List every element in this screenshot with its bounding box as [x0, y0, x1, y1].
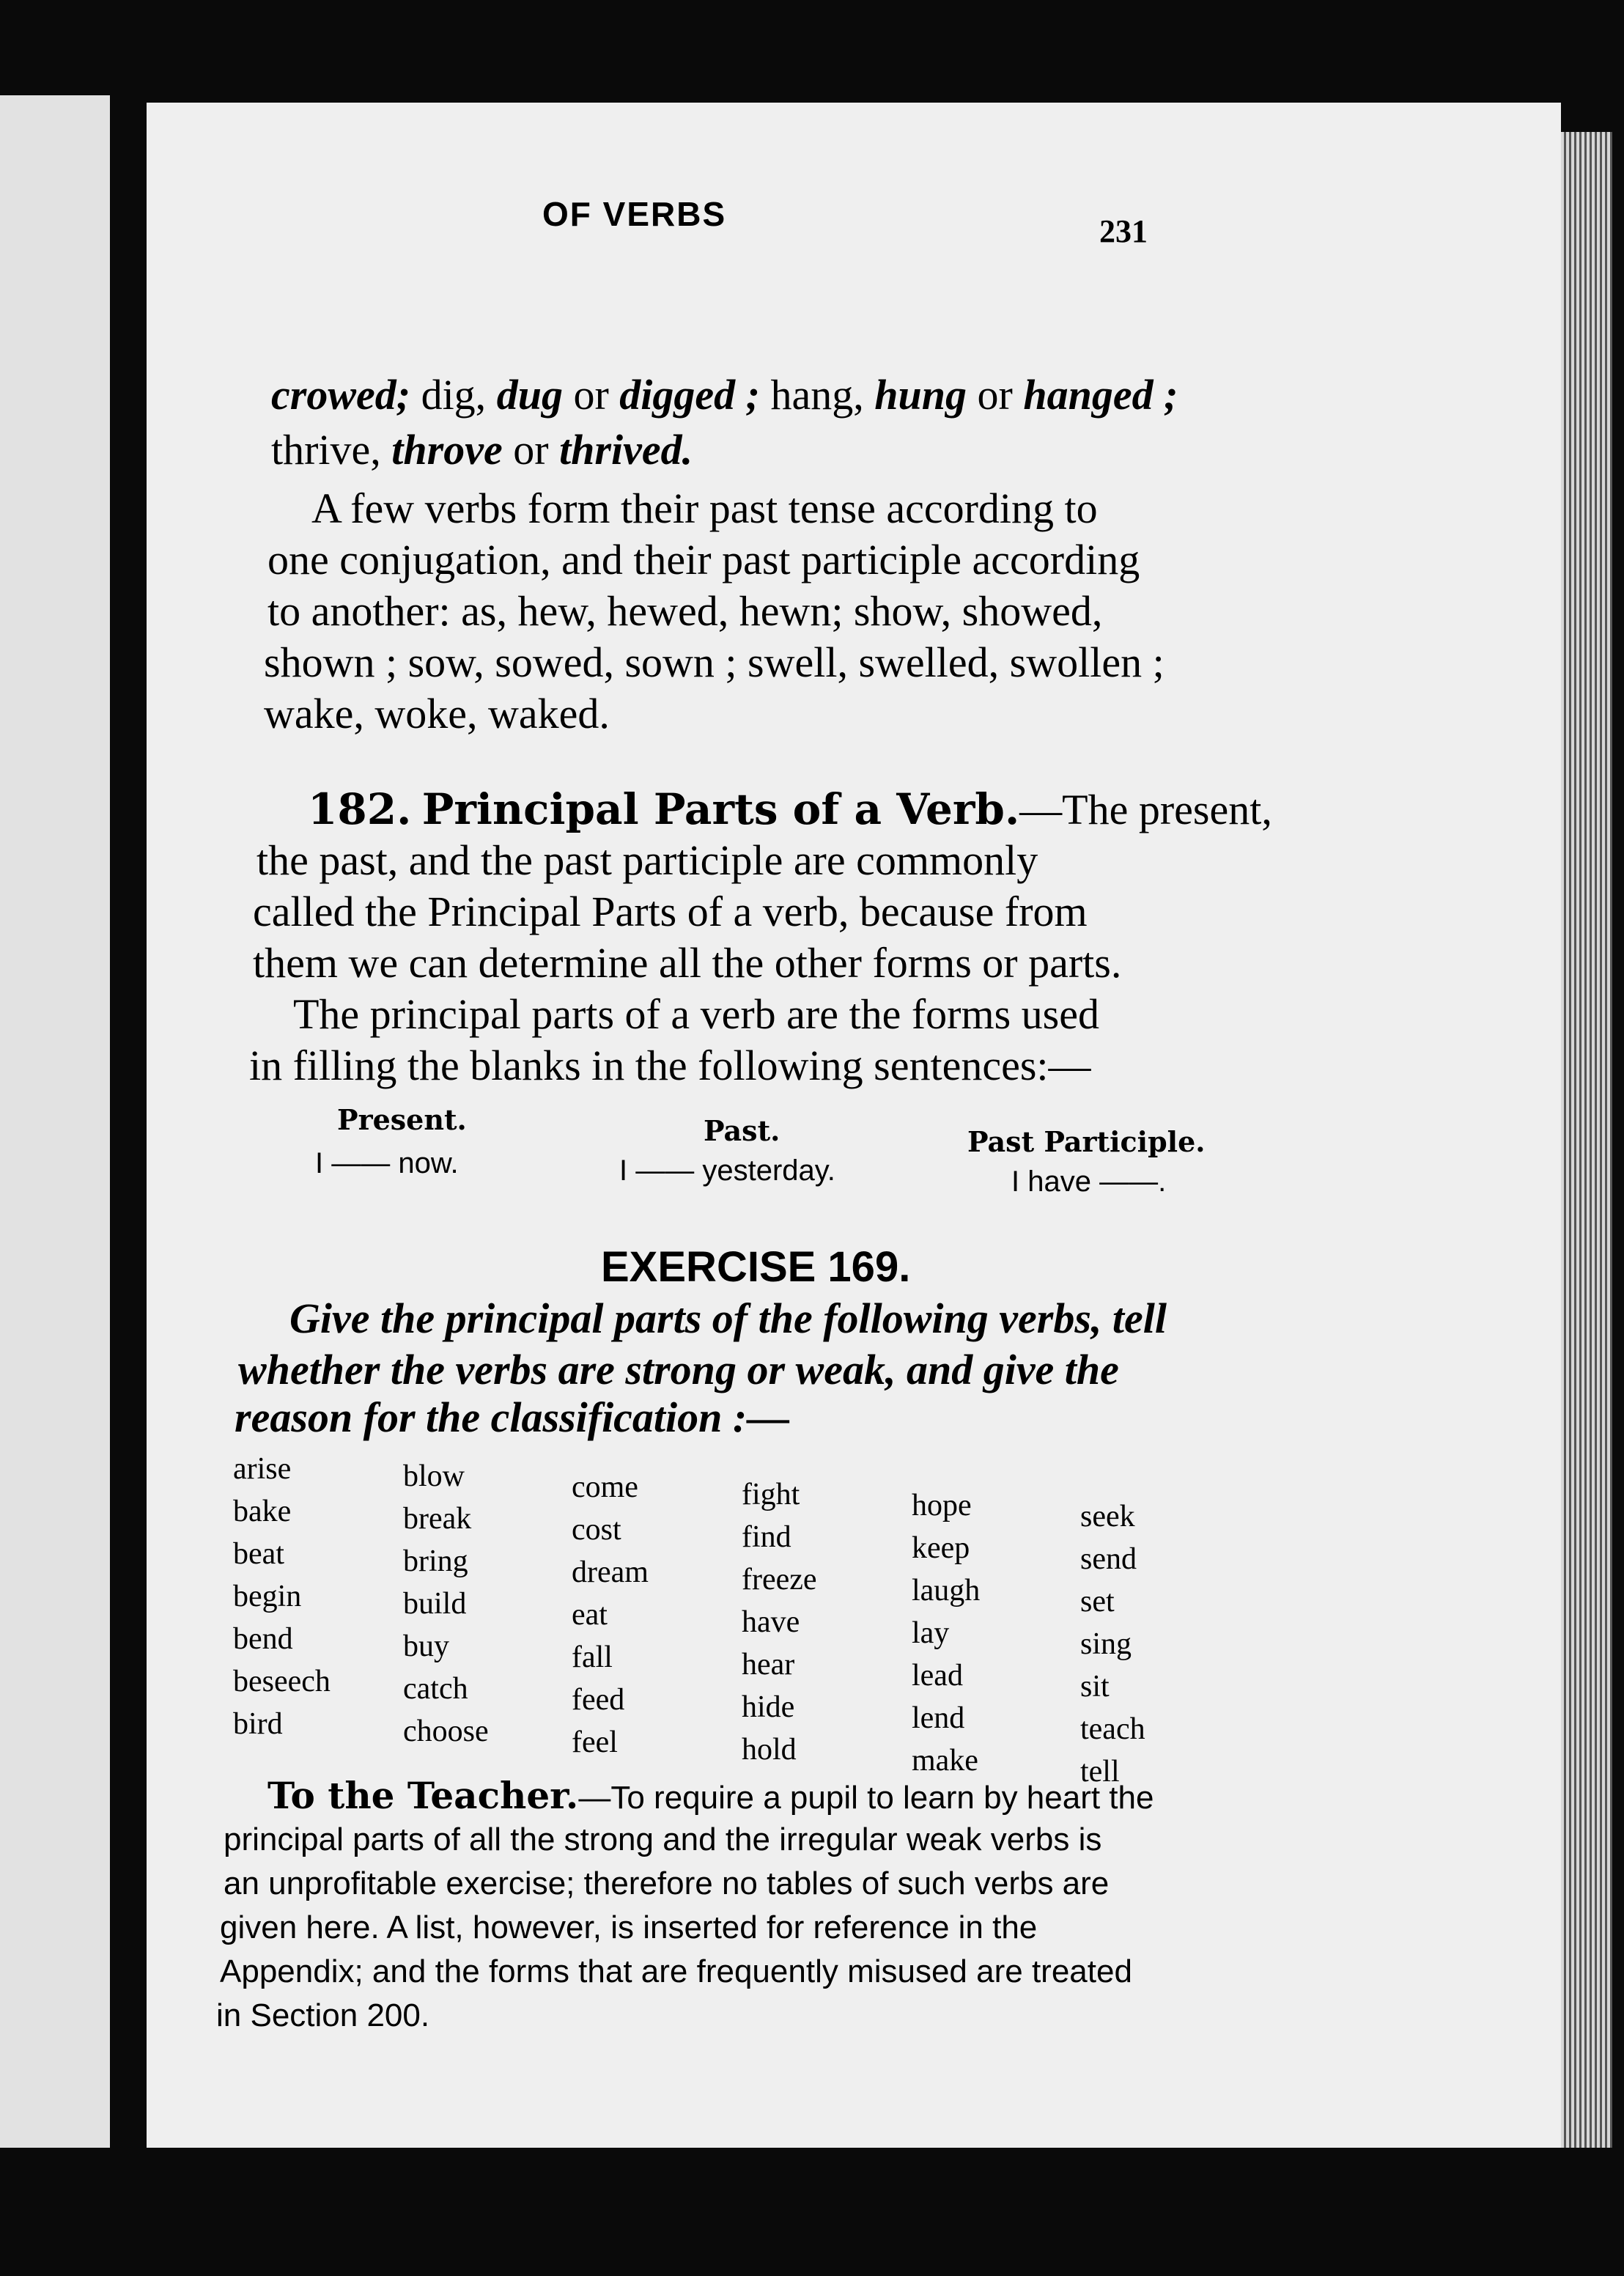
para2-line-2: one conjugation, and their past participle according: [267, 536, 1140, 583]
teacher-note-line-6: in Section 200.: [216, 1997, 430, 2033]
verb-item: bend: [233, 1622, 293, 1656]
section-line-2: the past, and the past participle are commonly: [256, 836, 1038, 884]
text-span: or: [502, 426, 560, 474]
para2-line-3: to another: as, hew, hewed, hewn; show, showed,: [267, 587, 1103, 635]
text-span: or: [966, 371, 1024, 419]
section-line-3: called the Principal Parts of a verb, because from: [253, 888, 1088, 935]
facing-page-edge: [0, 95, 110, 2148]
verb-item: break: [403, 1502, 472, 1536]
verb-item: make: [912, 1744, 978, 1778]
verb-item: find: [742, 1520, 791, 1554]
verb-item: beseech: [233, 1665, 331, 1698]
verb-item: set: [1080, 1585, 1115, 1618]
verb-item: lend: [912, 1701, 965, 1735]
exercise-instruction-3: reason for the classification :—: [235, 1393, 790, 1441]
verb-item: hear: [742, 1648, 795, 1682]
column-text-past: I —— yesterday.: [619, 1154, 835, 1187]
verb-item: lead: [912, 1659, 963, 1693]
para2-line-1: A few verbs form their past tense according to: [311, 485, 1098, 532]
page-number: 231: [1099, 213, 1148, 249]
exercise-instruction-2: whether the verbs are strong or weak, and give the: [238, 1346, 1119, 1393]
text-span: —To require a pupil to learn by heart the: [578, 1780, 1154, 1816]
text-span: dug: [496, 371, 563, 419]
para2-line-5: wake, woke, waked.: [264, 690, 610, 737]
teacher-note-line-3: an unprofitable exercise; therefore no tables of such verbs are: [224, 1866, 1110, 1901]
verb-item: come: [572, 1470, 638, 1504]
verb-item: fight: [742, 1478, 800, 1511]
section-title: Principal Parts of a Verb.: [421, 784, 1020, 834]
verb-item: buy: [403, 1629, 449, 1663]
verb-item: catch: [403, 1672, 468, 1706]
verb-item: build: [403, 1587, 467, 1621]
section-heading-line: [308, 784, 1272, 834]
verb-item: lay: [912, 1616, 950, 1650]
verb-item: tell: [1080, 1755, 1120, 1789]
verb-item: seek: [1080, 1500, 1135, 1533]
text-span: —The present,: [1019, 786, 1272, 833]
verb-item: hold: [742, 1733, 797, 1767]
verb-item: sit: [1080, 1670, 1110, 1704]
verb-item: choose: [403, 1715, 489, 1748]
para2-line-4: shown ; sow, sowed, sown ; swell, swelled, swollen ;: [264, 638, 1165, 686]
verb-item: beat: [233, 1537, 284, 1571]
text-span: dig,: [410, 371, 497, 419]
verb-item: sing: [1080, 1627, 1132, 1661]
text-span: thrive,: [271, 426, 392, 474]
verb-item: blow: [403, 1459, 465, 1493]
teacher-note-line-2: principal parts of all the strong and the irregular weak verbs is: [224, 1822, 1102, 1857]
verb-item: hide: [742, 1690, 795, 1724]
verb-item: bake: [233, 1495, 292, 1528]
verb-item: bird: [233, 1707, 283, 1741]
verb-item: dream: [572, 1555, 649, 1589]
page-stack-edge: [1561, 132, 1612, 2148]
verb-item: feel: [572, 1726, 618, 1759]
verb-item: hope: [912, 1489, 972, 1522]
verb-item: bring: [403, 1544, 468, 1578]
text-span: hanged ;: [1023, 371, 1178, 419]
section-number: 182.: [308, 784, 412, 834]
para1-line-1: [271, 371, 1178, 419]
teacher-note-line-4: given here. A list, however, is inserted for reference in the: [220, 1909, 1038, 1945]
column-label-past: Past.: [704, 1114, 780, 1147]
exercise-instruction-1: Give the principal parts of the following verbs, tell: [289, 1294, 1167, 1342]
text-span: hung: [874, 371, 967, 419]
column-text-present: I —— now.: [315, 1147, 459, 1179]
teacher-note-line-1: [267, 1774, 1154, 1817]
section-line-5: The principal parts of a verb are the forms used: [293, 990, 1099, 1038]
verb-item: arise: [233, 1452, 292, 1486]
column-text-past-participle: I have ——.: [1011, 1165, 1167, 1198]
verb-item: feed: [572, 1683, 625, 1717]
teacher-note-line-5: Appendix; and the forms that are frequently misused are treated: [220, 1953, 1132, 1989]
verb-item: laugh: [912, 1574, 981, 1607]
verb-item: freeze: [742, 1563, 817, 1596]
verb-item: cost: [572, 1513, 621, 1547]
verb-item: have: [742, 1605, 800, 1639]
verb-item: teach: [1080, 1712, 1145, 1746]
verb-item: keep: [912, 1531, 970, 1565]
verb-item: begin: [233, 1580, 302, 1613]
text-span: digged ;: [619, 371, 760, 419]
section-line-6: in filling the blanks in the following sentences:—: [249, 1042, 1091, 1089]
verb-item: eat: [572, 1598, 608, 1632]
verb-item: send: [1080, 1542, 1137, 1576]
column-label-past-participle: Past Participle.: [967, 1125, 1206, 1158]
exercise-title: EXERCISE 169.: [601, 1243, 911, 1291]
verb-item: fall: [572, 1640, 613, 1674]
column-label-present: Present.: [337, 1103, 467, 1136]
text-span: crowed;: [271, 371, 411, 419]
para1-line-2: [271, 426, 693, 474]
text-span: hang,: [759, 371, 875, 419]
text-span: throve: [391, 426, 503, 474]
text-span: thrived.: [559, 426, 693, 474]
running-head: OF VERBS: [542, 195, 727, 233]
teacher-note-label: To the Teacher.: [267, 1774, 579, 1817]
section-line-4: them we can determine all the other forms or parts.: [253, 939, 1122, 987]
text-span: or: [562, 371, 620, 419]
